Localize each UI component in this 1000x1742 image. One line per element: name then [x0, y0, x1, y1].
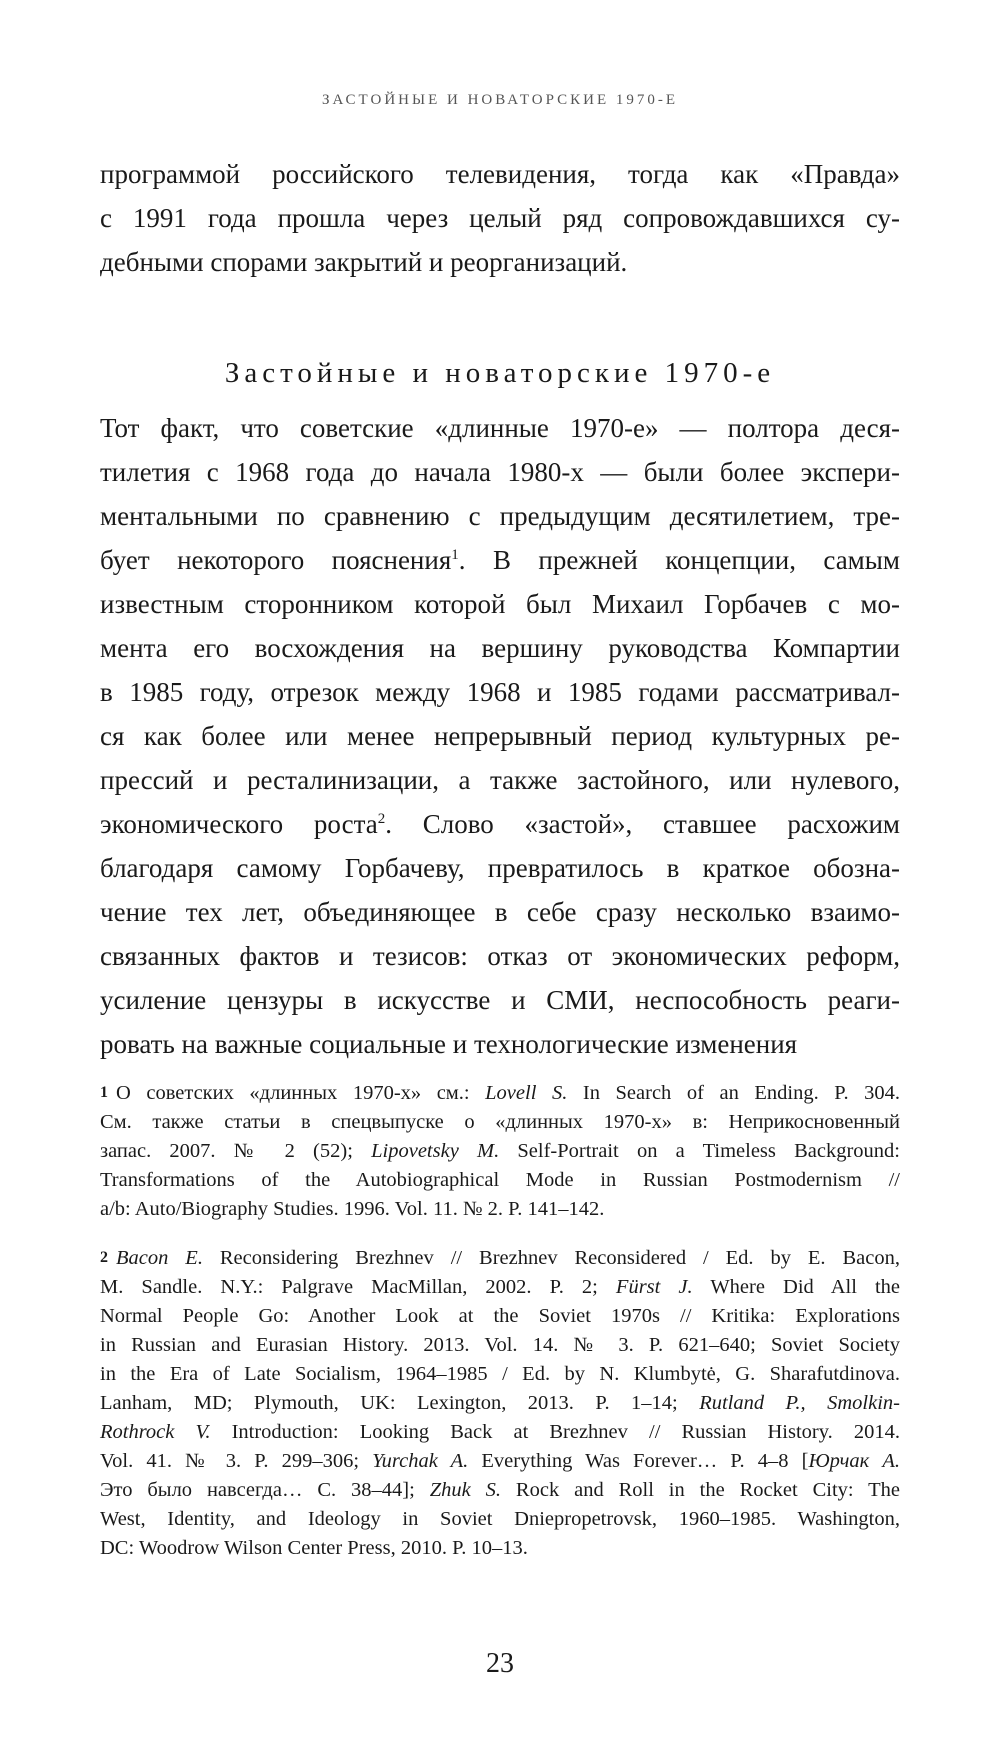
footnote-number: 2	[100, 1249, 108, 1266]
text-line: мента его восхождения на вершину руководства Компартии	[100, 633, 900, 663]
text-line: ся как более или менее непрерывный период культурных ре-	[100, 721, 900, 751]
footnote-line	[100, 1137, 900, 1166]
text-fragment: Where Did All the	[692, 1276, 900, 1298]
text-line	[100, 802, 900, 846]
text-line: тилетия с 1968 года до начала 1980-х — были более экспери-	[100, 457, 900, 487]
text-line: с 1991 года прошла через целый ряд сопровождавшихся су-	[100, 203, 900, 233]
footnote-line	[100, 1476, 900, 1505]
text-fragment: запас. 2007. № 2 (52);	[100, 1140, 372, 1162]
footnote-line: Transformations of the Autobiographical Mode in Russian Postmodernism //	[100, 1169, 900, 1191]
text-line: чение тех лет, объединяющее в себе сразу несколько взаимо-	[100, 897, 900, 927]
footnote-1	[100, 1078, 900, 1224]
footnote-line: in Russian and Eurasian History. 2013. Vol. 14. № 3. P. 621–640; Soviet Society	[100, 1334, 900, 1356]
text-fragment: Vol. 41. № 3. P. 299–306;	[100, 1450, 373, 1472]
footnote-line: a/b: Auto/Biography Studies. 1996. Vol. 11. № 2. P. 141–142.	[100, 1198, 605, 1220]
text-fragment: . Слово «застой», ставшее расхожим	[385, 809, 900, 839]
footnote-number: 1	[100, 1084, 108, 1101]
text-line: дебными спорами закрытий и реорганизаций.	[100, 247, 628, 277]
text-line: усиление цензуры в искусстве и СМИ, неспособность реаги-	[100, 985, 900, 1015]
text-line: благодаря самому Горбачеву, превратилось в краткое обозна-	[100, 853, 900, 883]
footnote-line	[100, 1389, 900, 1418]
author-name: Lovell S.	[485, 1082, 568, 1104]
text-line: прессий и ресталинизации, а также застойного, или нулевого,	[100, 765, 900, 795]
text-fragment: M. Sandle. N.Y.: Palgrave MacMillan, 2002. P. 2;	[100, 1276, 616, 1298]
text-line: в 1985 году, отрезок между 1968 и 1985 годами рассматривал-	[100, 677, 900, 707]
text-line: ровать на важные социальные и технологические изменения	[100, 1029, 798, 1059]
text-fragment: In Search of an Ending. P. 304.	[567, 1082, 900, 1104]
footnote-line	[100, 1418, 900, 1447]
footnote-ref-2[interactable]: 2	[377, 811, 386, 827]
text-fragment: Rock and Roll in the Rocket City: The	[501, 1479, 900, 1501]
text-fragment: Это было навсегда… С. 38–44];	[100, 1479, 430, 1501]
author-name: Yurchak A.	[372, 1450, 469, 1472]
footnote-line	[100, 1273, 900, 1302]
text-line: ментальными по сравнению с предыдущим десятилетием, тре-	[100, 501, 900, 531]
text-line: связанных фактов и тезисов: отказ от экономических реформ,	[100, 941, 900, 971]
footnote-line	[100, 1243, 900, 1273]
author-name: Rothrock V.	[100, 1421, 211, 1443]
footnote-line	[100, 1447, 900, 1476]
text-fragment: О советских «длинных 1970-х» см.:	[116, 1082, 486, 1104]
text-line	[100, 538, 900, 582]
author-name: Rutland P., Smolkin-	[699, 1392, 900, 1414]
footnote-2	[100, 1243, 900, 1563]
text-fragment: Everything Was Forever… P. 4–8 [	[468, 1450, 809, 1472]
running-head: ЗАСТОЙНЫЕ И НОВАТОРСКИЕ 1970-Е	[321, 92, 679, 108]
text-line: Тот факт, что советские «длинные 1970-е» — полтора деся-	[100, 413, 900, 443]
text-fragment: Lanham, MD; Plymouth, UK: Lexington, 2013. P. 1–14;	[100, 1392, 700, 1414]
text-line: известным сторонником которой был Михаил Горбачев с мо-	[100, 589, 900, 619]
footnote-ref-1[interactable]: 1	[451, 547, 459, 563]
text-fragment: Self-Portrait on a Timeless Background:	[499, 1140, 900, 1162]
text-fragment: Reconsidering Brezhnev // Brezhnev Reconsidered / Ed. by E. Bacon,	[202, 1247, 900, 1269]
text-fragment: Introduction: Looking Back at Brezhnev // Russian History. 2014.	[210, 1421, 900, 1443]
footnote-line: in the Era of Late Socialism, 1964–1985 / Ed. by N. Klumbytė, G. Sharafutdinova.	[100, 1363, 900, 1385]
page-number: 23	[486, 1648, 514, 1679]
footnote-line: Normal People Go: Another Look at the Soviet 1970s // Kritika: Explorations	[100, 1305, 900, 1327]
text-fragment: экономического роста	[100, 809, 378, 839]
author-name: Юрчак А.	[808, 1450, 900, 1472]
author-name: Lipovetsky M.	[371, 1140, 500, 1162]
footnote-line	[100, 1078, 900, 1108]
footnote-line: См. также статьи в спецвыпуске о «длинных 1970-х» в: Неприкосновенный	[100, 1111, 900, 1133]
footnote-line: West, Identity, and Ideology in Soviet Dniepropetrovsk, 1960–1985. Washington,	[100, 1508, 900, 1530]
text-fragment: бует некоторого пояснения	[100, 545, 452, 575]
text-line: программой российского телевидения, тогда как «Правда»	[100, 159, 900, 189]
text-fragment: . В прежней концепции, самым	[458, 545, 900, 575]
author-name: Bacon E.	[116, 1247, 203, 1269]
footnote-line: DC: Woodrow Wilson Center Press, 2010. P. 10–13.	[100, 1537, 528, 1559]
main-paragraph	[100, 406, 900, 1066]
author-name: Zhuk S.	[429, 1479, 502, 1501]
intro-paragraph	[100, 152, 900, 284]
section-title: Застойные и новаторские 1970-е	[224, 357, 776, 389]
author-name: Fürst J.	[615, 1276, 693, 1298]
